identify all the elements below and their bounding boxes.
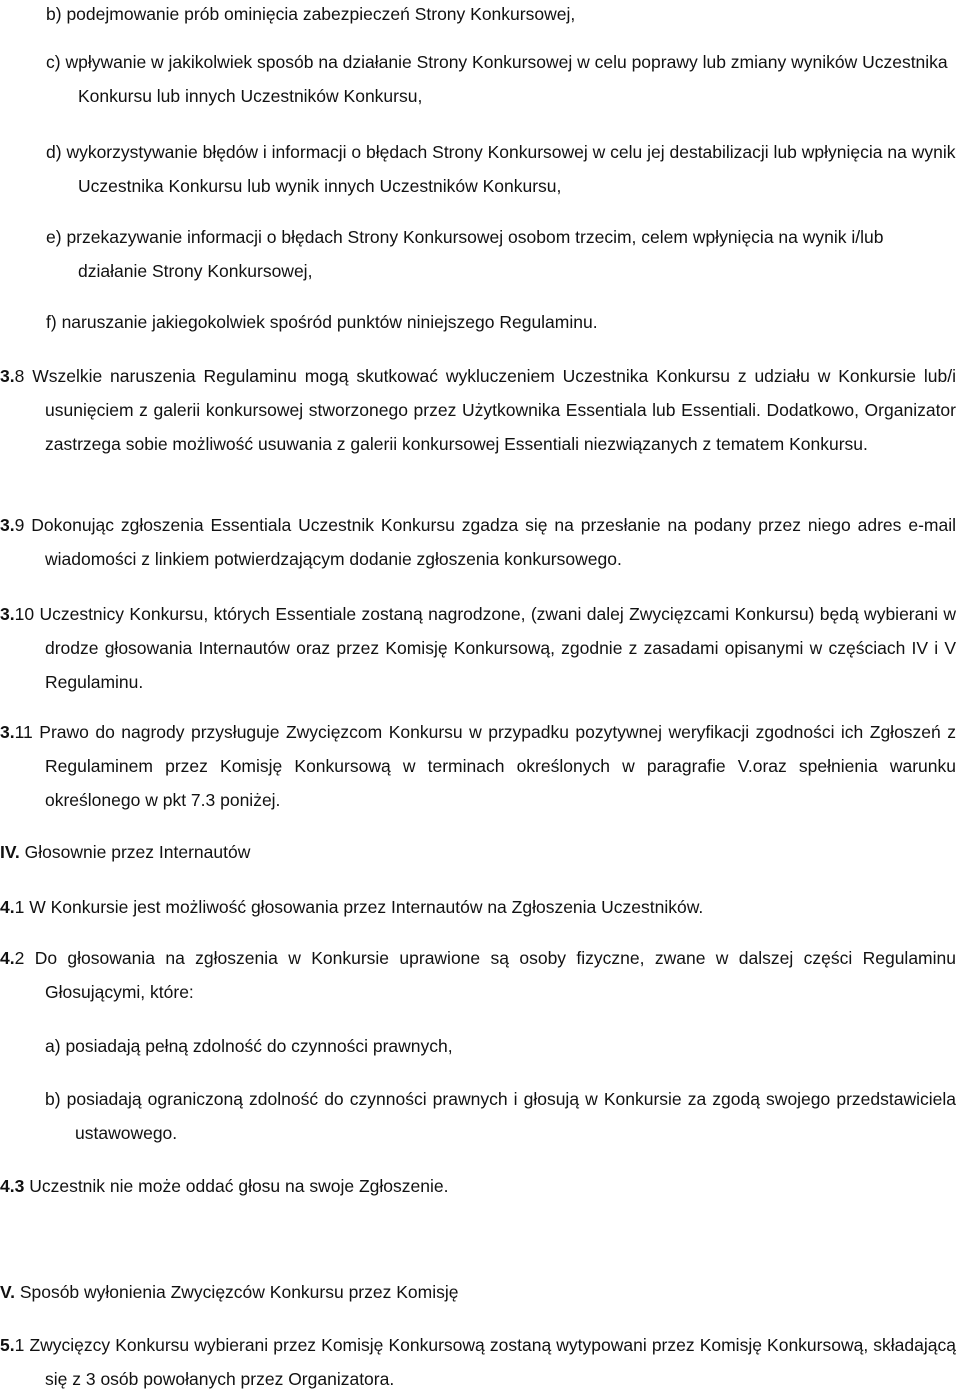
paragraph-5-1 [0, 1328, 956, 1396]
section-number: IV. [0, 842, 20, 862]
paragraph-4-1 [0, 890, 956, 924]
item-label: c) [46, 52, 61, 72]
section-title: Sposób wyłonienia Zwycięzców Konkursu przez Komisję [19, 1282, 459, 1302]
item-label: b) [46, 4, 62, 24]
paragraph-number: 5.1 [0, 1335, 25, 1355]
item-text: posiadają pełną zdolność do czynności prawnych, [65, 1036, 453, 1056]
paragraph-text: Wszelkie naruszenia Regulaminu mogą skutkować wykluczeniem Uczestnika Konkursu z udziału w Konkursie lub/i usunięciem z galerii konkursowej stworzonego przez Użytkownika Essentiala lub Essentiali. Dodatkowo, Organizator zastrzega sobie możliwość usuwania z galerii konkursowej Essentiali niezwiązanych z tematem Konkursu. [32, 366, 956, 454]
paragraph-number: 3.11 [0, 722, 33, 742]
paragraph-text: Prawo do nagrody przysługuje Zwycięzcom Konkursu w przypadku pozytywnej weryfikacji zgodności ich Zgłoszeń z Regulaminem przez Komisję Konkursową w terminach określonych w paragrafie V.oraz spełnienia warunku określonego w pkt 7.3 poniżej. [39, 722, 956, 810]
section-number: V. [0, 1282, 15, 1302]
paragraph-number: 3.8 [0, 366, 25, 386]
paragraph-text: Dokonując zgłoszenia Essentiala Uczestnik Konkursu zgadza się na przesłanie na podany przez niego adres e-mail wiadomości z linkiem potwierdzającym dodanie zgłoszenia konkursowego. [31, 515, 956, 569]
item-text: naruszanie jakiegokolwiek spośród punktów niniejszego Regulaminu. [61, 312, 598, 332]
item-text: posiadają ograniczoną zdolność do czynności prawnych i głosują w Konkursie za zgodą swojego przedstawiciela ustawowego. [66, 1089, 956, 1143]
paragraph-4-3 [0, 1169, 956, 1203]
paragraph-number: 4.2 [0, 948, 25, 968]
paragraph-text: Uczestnicy Konkursu, których Essentiale zostaną nagrodzone, (zwani dalej Zwycięzcami Konkursu) będą wybierani w drodze głosowania Internautów oraz przez Komisję Konkursową, zgodnie z zasadami opisanymi w częściach IV i V Regulaminu. [39, 604, 956, 692]
item-text: podejmowanie prób ominięcia zabezpieczeń Strony Konkursowej, [66, 4, 576, 24]
paragraph-text: Do głosowania na zgłoszenia w Konkursie uprawione są osoby fizyczne, zwane w dalszej części Regulaminu Głosującymi, które: [34, 948, 956, 1002]
paragraph-text: Uczestnik nie może oddać głosu na swoje Zgłoszenie. [29, 1176, 449, 1196]
item-label: e) [46, 227, 62, 247]
list-item-a [0, 1029, 956, 1063]
paragraph-4-2 [0, 941, 956, 1009]
item-label: b) [45, 1089, 61, 1109]
section-title: Głosownie przez Internautów [24, 842, 251, 862]
section-iv-heading [0, 835, 956, 869]
paragraph-text: Zwycięzcy Konkursu wybierani przez Komisję Konkursową zostaną wytypowani przez Komisję Konkursową, składającą się z 3 osób powołanych przez Organizatora. [29, 1335, 956, 1389]
item-text: wpływanie w jakikolwiek sposób na działanie Strony Konkursowej w celu poprawy lub zmiany wyników Uczestnika Konkursu lub innych Uczestników Konkursu, [65, 52, 948, 106]
paragraph-text: W Konkursie jest możliwość głosowania przez Internautów na Zgłoszenia Uczestników. [29, 897, 704, 917]
paragraph-number: 3.10 [0, 604, 35, 624]
item-label: a) [45, 1036, 61, 1056]
paragraph-3-11 [0, 715, 956, 817]
list-item-f [0, 305, 956, 339]
item-text: wykorzystywanie błędów i informacji o błędach Strony Konkursowej w celu jej destabilizacji lub wpłynięcia na wynik Uczestnika Konkursu lub wynik innych Uczestników Konkursu, [66, 142, 956, 196]
list-item-b [0, 0, 956, 31]
paragraph-3-8 [0, 359, 956, 461]
item-text: przekazywanie informacji o błędach Strony Konkursowej osobom trzecim, celem wpłynięcia na wynik i/lub działanie Strony Konkursowej, [66, 227, 884, 281]
list-item-b-voting [0, 1082, 956, 1150]
item-label: f) [46, 312, 57, 332]
paragraph-3-9 [0, 508, 956, 576]
paragraph-number: 4.1 [0, 897, 25, 917]
list-item-d [0, 135, 956, 203]
section-v-heading [0, 1275, 956, 1309]
list-item-c [0, 45, 956, 113]
item-label: d) [46, 142, 62, 162]
list-item-e [0, 220, 956, 288]
paragraph-number: 3.9 [0, 515, 25, 535]
paragraph-3-10 [0, 597, 956, 699]
paragraph-number: 4.3 [0, 1176, 25, 1196]
